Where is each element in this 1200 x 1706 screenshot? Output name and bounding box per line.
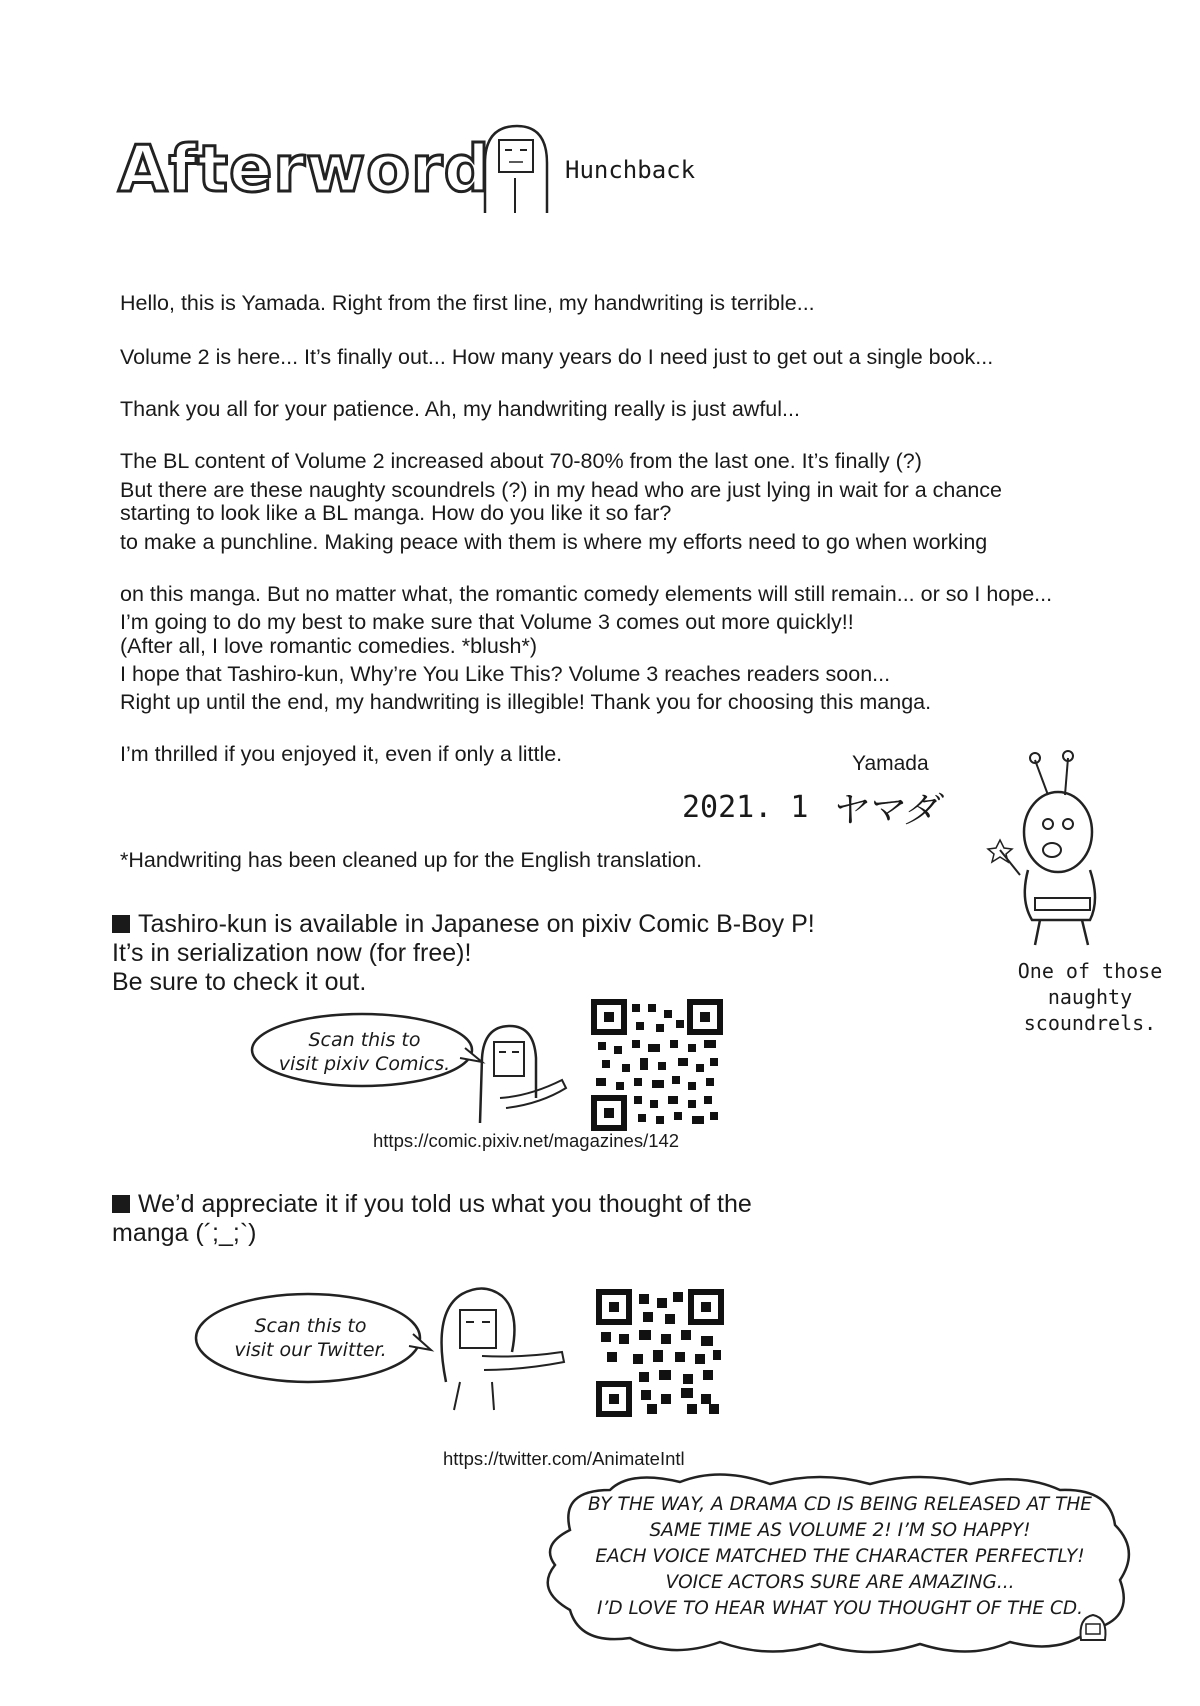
text-line: Hello, this is Yamada. Right from the first line, my handwriting is terrible... [120,291,815,315]
signature-date: 2021. 1 [682,790,809,825]
bubble-line: Scan this to [254,1315,367,1337]
pixiv-qr-code[interactable] [592,1000,722,1130]
scoundrel-caption [1015,958,1165,1036]
paragraph-closing [120,663,931,793]
cloud-line: VOICE ACTORS SURE ARE AMAZING... [665,1572,1015,1593]
cloud-line: BY THE WAY, A DRAMA CD IS BEING RELEASED AT THE [588,1494,1092,1515]
text-line: Volume 2 is here... It’s finally out... How many years do I need just to get out a single book... [120,345,994,369]
text-line: It’s in serialization now (for free)! [112,939,472,967]
text-line: (After all, I love romantic comedies. *blush*) [120,634,538,658]
cloud-line: I’D LOVE TO HEAR WHAT YOU THOUGHT OF THE CD. [596,1598,1084,1619]
twitter-url[interactable]: https://twitter.com/AnimateIntl [443,1448,685,1469]
text-line: starting to look like a BL manga. How do you like it so far? [120,501,672,525]
text-line: Tashiro-kun is available in Japanese on pixiv Comic B-Boy P! [138,910,815,938]
caption-line: scoundrels. [1023,1011,1157,1035]
afterword-title: Afterword [118,133,491,207]
cloud-line: EACH VOICE MATCHED THE CHARACTER PERFECTLY! [595,1546,1085,1567]
twitter-section-text [112,1190,752,1248]
text-line: I hope that Tashiro-kun, Why’re You Like This? Volume 3 reaches readers soon... [120,662,891,686]
hunchback-caption: Hunchback [565,156,696,184]
text-line: Right up until the end, my handwriting is illegible! Thank you for choosing this manga. [120,690,932,714]
signature-handwritten: ヤマダ [830,790,939,831]
caption-line: naughty [1047,985,1133,1009]
translation-note: *Handwriting has been cleaned up for the English translation. [120,848,703,872]
pixiv-url[interactable]: https://comic.pixiv.net/magazines/142 [373,1130,680,1151]
drama-cd-note [560,1492,1120,1622]
speech-bubble-twitter-text [208,1314,413,1362]
text-line: I’m going to do my best to make sure that Volume 3 comes out more quickly!! [120,610,854,634]
text-line: The BL content of Volume 2 increased about 70-80% from the last one. It’s finally (?) [120,449,922,473]
cloud-line: SAME TIME AS VOLUME 2! I’M SO HAPPY! [649,1520,1031,1541]
text-line: We’d appreciate it if you told us what you thought of the [138,1190,752,1218]
signature-name: Yamada [852,752,929,775]
text-line: on this manga. But no matter what, the romantic comedy elements will still remain... or so I hope... [120,582,1053,606]
hunchback-character-icon [475,118,555,218]
text-line: Thank you all for your patience. Ah, my handwriting really is just awful... [120,397,800,421]
speech-bubble-pixiv-text [262,1028,467,1076]
hunchback-pointing-icon [470,1018,570,1128]
bubble-line: visit our Twitter. [234,1339,387,1361]
text-line: But there are these naughty scoundrels (?) in my head who are just lying in wait for a chance [120,478,1002,502]
caption-line: One of those [1017,959,1163,983]
bubble-line: Scan this to [308,1029,421,1051]
hunchback-pointing-icon [432,1282,572,1412]
pixiv-section-text [112,910,815,997]
bubble-line: visit pixiv Comics. [278,1053,451,1075]
text-line: Be sure to check it out. [112,968,367,996]
bullet-square-icon [112,915,130,933]
text-line: manga (´;_;`) [112,1219,257,1247]
scoundrel-character-icon [990,750,1150,950]
small-face-icon [1078,1612,1108,1642]
text-line: to make a punchline. Making peace with them is where my efforts need to go when working [120,530,988,554]
bullet-square-icon [112,1195,130,1213]
text-line: I’m thrilled if you enjoyed it, even if only a little. [120,742,563,766]
twitter-qr-code[interactable] [597,1290,723,1416]
